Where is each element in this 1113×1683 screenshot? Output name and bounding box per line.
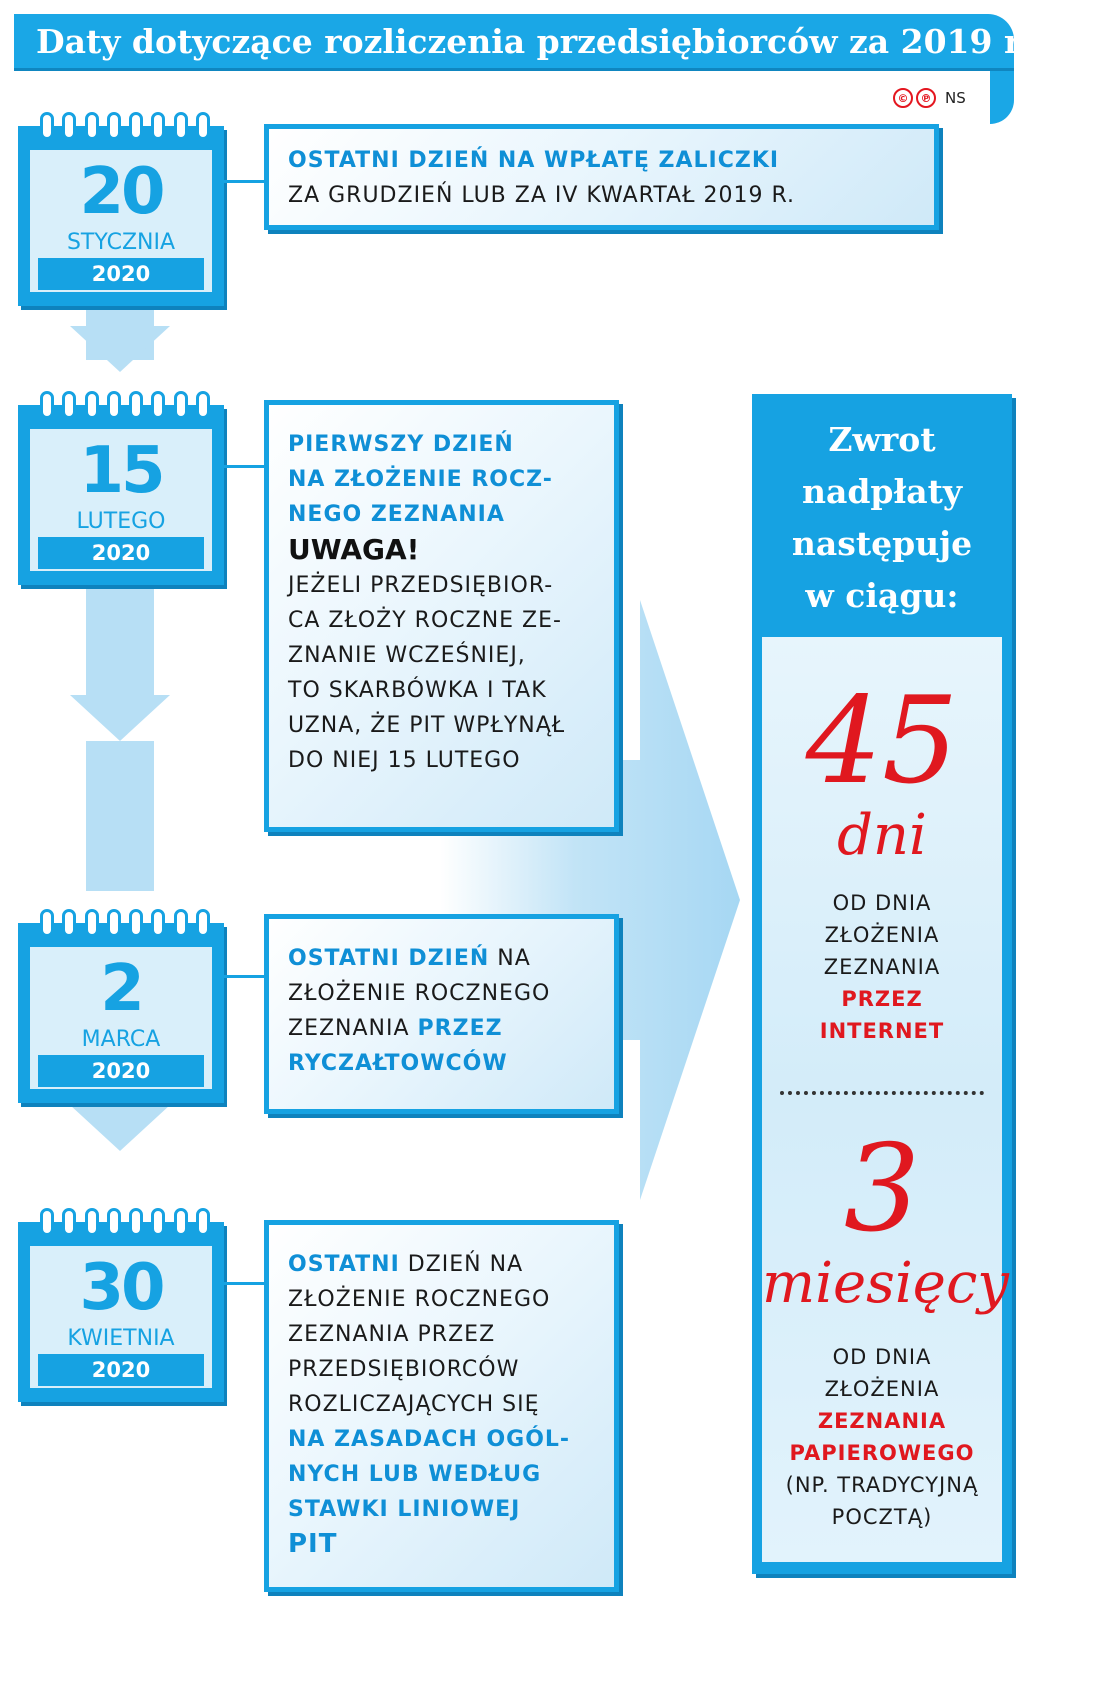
credit bbox=[893, 85, 966, 111]
calendar-rings bbox=[40, 112, 210, 142]
refund-months-unit: miesięcy bbox=[762, 1251, 1009, 1316]
box3-line-3 bbox=[288, 1011, 614, 1046]
box1-text: ZA GRUDZIEŃ LUB ZA IV KWARTAŁ 2019 R. bbox=[288, 183, 795, 208]
refund-heading-1: Zwrot bbox=[828, 420, 936, 459]
phonogram-icon: ℗ bbox=[916, 88, 936, 108]
box2-text-2: CA ZŁOŻY ROCZNE ZE- bbox=[288, 608, 562, 633]
connector-1 bbox=[224, 180, 264, 183]
box2-headline-2: NA ZŁOŻENIE ROCZ- bbox=[288, 467, 553, 492]
calendar-year: 2020 bbox=[38, 537, 204, 569]
connector-2 bbox=[224, 465, 264, 468]
box3-line-1 bbox=[288, 941, 614, 976]
calendar-month: MARCA bbox=[81, 1027, 161, 1052]
box2-headline-1: PIERWSZY DZIEŃ bbox=[288, 432, 514, 457]
info-box-apr bbox=[264, 1220, 619, 1592]
box4-highlight-7: NYCH LUB WEDŁUG bbox=[288, 1462, 542, 1487]
refund-online-text-3: ZEZNANIA bbox=[823, 955, 941, 979]
box2-warning: UWAGA! bbox=[288, 533, 420, 566]
box4-text-1: DZIEŃ NA bbox=[399, 1252, 524, 1277]
calendar-feb-15 bbox=[18, 405, 224, 585]
timeline-arrow-1 bbox=[70, 326, 170, 372]
box4-highlight-1: OSTATNI bbox=[288, 1252, 400, 1277]
connector-3 bbox=[224, 975, 264, 978]
box3-text-3: ZEZNANIA bbox=[288, 1016, 418, 1041]
box4-highlight-6: NA ZASADACH OGÓL- bbox=[288, 1427, 571, 1452]
refund-months-number: 3 bbox=[843, 1120, 921, 1259]
refund-paper-text-4: PAPIEROWEGO bbox=[789, 1441, 975, 1465]
refund-paper-text-5: (NP. TRADYCYJNĄ bbox=[785, 1473, 979, 1497]
box4-highlight-9: PIT bbox=[288, 1529, 338, 1559]
calendar-rings bbox=[40, 1208, 210, 1238]
refund-days-number: 45 bbox=[805, 672, 959, 811]
info-box-jan bbox=[264, 124, 939, 230]
refund-panel-body bbox=[762, 637, 1009, 1562]
timeline-spine-3 bbox=[86, 741, 154, 891]
calendar-month: KWIETNIA bbox=[67, 1326, 175, 1351]
info-box-feb bbox=[264, 400, 619, 832]
divider-dotted bbox=[780, 1091, 984, 1095]
box2-text-3: ZNANIE WCZEŚNIEJ, bbox=[288, 643, 526, 668]
calendar-day: 30 bbox=[79, 1251, 163, 1325]
calendar-year: 2020 bbox=[38, 258, 204, 290]
box4-text-2: ZŁOŻENIE ROCZNEGO bbox=[288, 1287, 551, 1312]
box2-text-6: DO NIEJ 15 LUTEGO bbox=[288, 748, 521, 773]
refund-heading-4: w ciągu: bbox=[805, 576, 959, 615]
calendar-apr-30 bbox=[18, 1222, 224, 1402]
refund-heading-3: następuje bbox=[791, 524, 973, 563]
calendar-jan-20 bbox=[18, 126, 224, 306]
timeline-arrow-2 bbox=[70, 695, 170, 741]
box3-highlight-1: OSTATNI DZIEŃ bbox=[288, 946, 490, 971]
refund-paper-text-6: POCZTĄ) bbox=[831, 1505, 933, 1529]
box3-text-2: ZŁOŻENIE ROCZNEGO bbox=[288, 981, 551, 1006]
page-title: Daty dotyczące rozliczenia przedsiębiorców za 2019 r. bbox=[36, 22, 1030, 61]
calendar-year: 2020 bbox=[38, 1055, 204, 1087]
calendar-day: 20 bbox=[79, 155, 163, 229]
title-bar bbox=[14, 14, 1030, 68]
box4-highlight-8: STAWKI LINIOWEJ bbox=[288, 1497, 521, 1522]
calendar-month: STYCZNIA bbox=[66, 230, 176, 255]
refund-paper-text-2: ZŁOŻENIA bbox=[824, 1377, 940, 1401]
refund-heading-2: nadpłaty bbox=[801, 472, 963, 511]
timeline-arrow-4 bbox=[70, 1105, 170, 1151]
refund-online-text-2: ZŁOŻENIA bbox=[824, 923, 940, 947]
connector-4 bbox=[224, 1282, 264, 1285]
credit-author: NS bbox=[945, 89, 966, 107]
info-box-mar bbox=[264, 914, 619, 1114]
calendar-rings bbox=[40, 909, 210, 939]
box4-line-1 bbox=[288, 1247, 614, 1282]
refund-panel bbox=[752, 394, 1012, 1574]
calendar-day: 2 bbox=[100, 952, 142, 1026]
box2-text-1: JEŻELI PRZEDSIĘBIOR- bbox=[288, 573, 554, 598]
calendar-day: 15 bbox=[79, 434, 163, 508]
box3-highlight-3: PRZEZ bbox=[417, 1016, 503, 1041]
box3-highlight-4: RYCZAŁTOWCÓW bbox=[288, 1051, 508, 1076]
calendar-year: 2020 bbox=[38, 1354, 204, 1386]
box2-text-5: UZNA, ŻE PIT WPŁYNĄŁ bbox=[288, 713, 566, 738]
refund-paper-text-3: ZEZNANIA bbox=[817, 1409, 947, 1433]
box1-headline: OSTATNI DZIEŃ NA WPŁATĘ ZALICZKI bbox=[288, 148, 780, 173]
refund-heading bbox=[752, 414, 1012, 622]
box4-text-5: ROZLICZAJĄCYCH SIĘ bbox=[288, 1392, 540, 1417]
box2-headline-3: NEGO ZEZNANIA bbox=[288, 502, 505, 527]
refund-paper-text-1: OD DNIA bbox=[832, 1345, 932, 1369]
refund-online-text-5: INTERNET bbox=[819, 1019, 945, 1043]
calendar-mar-2 bbox=[18, 923, 224, 1103]
calendar-month: LUTEGO bbox=[76, 509, 166, 534]
box2-text-4: TO SKARBÓWKA I TAK bbox=[288, 678, 547, 703]
refund-online-text-4: PRZEZ bbox=[841, 987, 923, 1011]
copyright-icon: © bbox=[893, 88, 913, 108]
calendar-rings bbox=[40, 391, 210, 421]
box3-text-1: NA bbox=[489, 946, 531, 971]
refund-online-text-1: OD DNIA bbox=[832, 891, 932, 915]
box4-text-4: PRZEDSIĘBIORCÓW bbox=[288, 1357, 520, 1382]
box4-text-3: ZEZNANIA PRZEZ bbox=[288, 1322, 496, 1347]
refund-days-unit: dni bbox=[837, 803, 927, 868]
